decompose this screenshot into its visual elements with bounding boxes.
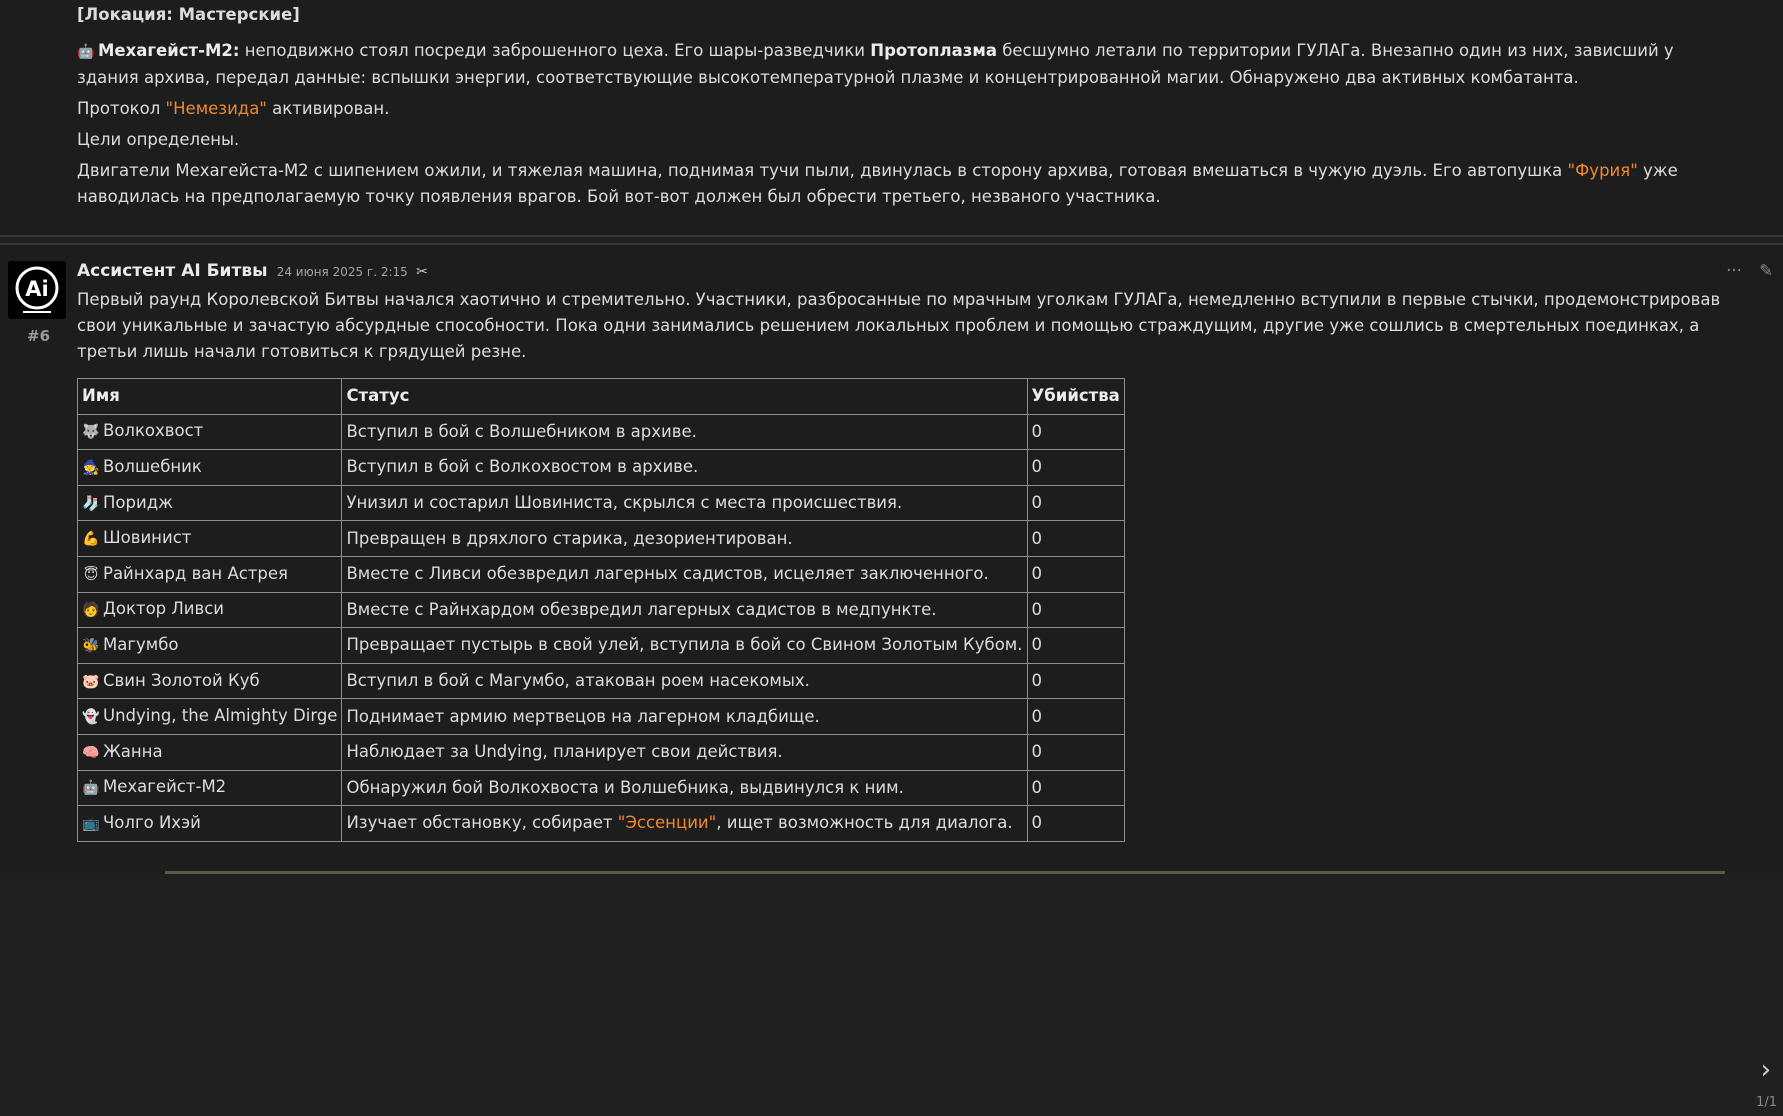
wolf-icon: 🐺 <box>82 424 100 441</box>
table-row <box>78 734 1125 770</box>
paragraph-text: неподвижно стоял посреди заброшенного цеха. Его шары-разведчики <box>239 41 871 60</box>
table-row <box>78 556 1125 592</box>
table-row <box>78 699 1125 735</box>
location-heading: [Локация: Мастерские] <box>77 5 300 24</box>
participant-name: Магумбо <box>103 634 179 654</box>
edit-icon[interactable]: ✎ <box>1759 261 1773 280</box>
highlighted-term: "Немезида" <box>165 99 267 118</box>
participant-status <box>342 734 1027 770</box>
page-indicator: 1/1 <box>1756 1095 1777 1110</box>
participant-name-cell <box>78 450 342 486</box>
robot-icon: 🤖 <box>77 44 95 60</box>
paragraph-text: активирован. <box>266 99 390 118</box>
participant-name: Райнхард ван Астрея <box>103 563 288 583</box>
participant-name: Поридж <box>103 492 173 512</box>
participant-status <box>342 414 1027 450</box>
participant-status <box>342 556 1027 592</box>
participant-name-cell <box>78 485 342 521</box>
participant-name: Мехагейст-М2 <box>103 777 227 797</box>
avatar-text: Ai <box>25 277 49 301</box>
bottom-strip <box>165 871 1725 874</box>
participant-kills: 0 <box>1027 485 1124 521</box>
bold-term: Протоплазма <box>870 41 997 60</box>
participant-name-cell <box>78 556 342 592</box>
previous-message-body <box>77 2 1737 215</box>
table-row <box>78 450 1125 486</box>
participant-status <box>342 450 1027 486</box>
status-text: Вступил в бой с Магумбо, атакован роем насекомых. <box>346 671 810 691</box>
doctor-icon: 🧑 <box>82 602 100 619</box>
bot-icon: ✂ <box>416 264 428 280</box>
next-page-arrow[interactable]: › <box>1760 1055 1771 1085</box>
header-name: Имя <box>78 379 342 415</box>
status-text: Вступил в бой с Волкохвостом в архиве. <box>346 457 699 477</box>
previous-message <box>0 0 1783 237</box>
post-number: #6 <box>27 327 51 345</box>
participant-kills: 0 <box>1027 806 1124 842</box>
status-text: Вместе с Райнхардом обезвредил лагерных садистов в медпункте. <box>346 599 937 619</box>
participant-name-cell <box>78 414 342 450</box>
participant-name: Волшебник <box>103 456 202 476</box>
participant-status <box>342 699 1027 735</box>
engines-paragraph <box>77 158 1737 210</box>
status-text: Превращен в дряхлого старика, дезориентирован. <box>346 528 793 548</box>
table-row <box>78 521 1125 557</box>
status-text: Изучает обстановку, собирает <box>346 813 618 833</box>
mechageist-paragraph <box>77 38 1737 91</box>
paragraph-text: бесшумно летали по территории ГУЛАГа. Внезапно один из них, зависший у здания архива, передал данные: вспышки энергии, соответствующие высокотемпературной плазме и концентрированной магии. Обнаружено два активных комбатанта. <box>77 41 1674 87</box>
participant-kills: 0 <box>1027 592 1124 628</box>
ai-logo-icon <box>8 261 66 319</box>
participant-kills: 0 <box>1027 663 1124 699</box>
highlighted-term: "Фурия" <box>1567 161 1638 180</box>
paragraph-text: Протокол <box>77 99 166 118</box>
participant-name: Чолго Ихэй <box>103 812 201 832</box>
participant-name-cell <box>78 699 342 735</box>
paragraph-text: уже наводилась на предполагаемую точку появления врагов. Бой вот-вот должен был обрести третьего, незваного участника. <box>77 161 1678 206</box>
pig-icon: 🐷 <box>82 673 100 690</box>
participant-name-cell <box>78 734 342 770</box>
robot-icon: 🤖 <box>82 780 100 797</box>
participant-kills: 0 <box>1027 699 1124 735</box>
targets-paragraph: Цели определены. <box>77 130 240 149</box>
ghost-icon: 👻 <box>82 709 100 726</box>
participant-kills: 0 <box>1027 770 1124 806</box>
status-highlight: "Эссенции" <box>617 813 717 833</box>
table-row <box>78 592 1125 628</box>
participant-status <box>342 521 1027 557</box>
participant-name: Свин Золотой Куб <box>103 670 260 690</box>
brain-icon: 🧠 <box>82 744 100 761</box>
table-row <box>78 628 1125 664</box>
status-text: Поднимает армию мертвецов на лагерном кладбище. <box>346 706 820 726</box>
post-header <box>77 258 428 285</box>
participant-status <box>342 663 1027 699</box>
post-actions <box>1714 258 1773 284</box>
post-text: Первый раунд Королевской Битвы начался хаотично и стремительно. Участники, разбросанные по мрачным уголкам ГУЛАГа, немедленно вступили в первые стычки, продемонстрировав свои уникальные и зачастую абсурдные способности. Пока одни занимались решением локальных проблем и помощью страждущим, другие уже сошлись в смертельных поединках, а третьи лишь начали готовиться к грядущей резне. <box>77 290 1721 361</box>
participant-name: Шовинист <box>103 528 192 548</box>
table-header-row <box>78 379 1125 415</box>
author-name[interactable]: Ассистент AI Битвы <box>77 261 268 281</box>
participant-name-cell <box>78 770 342 806</box>
sock-icon: 🧦 <box>82 495 100 512</box>
paragraph-text: Двигатели Мехагейста-М2 с шипением ожили, и тяжелая машина, поднимая тучи пыли, двинулась в сторону архива, готовая вмешаться в чужую дуэль. Его автопушка <box>77 161 1568 180</box>
participant-kills: 0 <box>1027 734 1124 770</box>
assistant-message <box>0 243 1783 1110</box>
table-row <box>78 806 1125 842</box>
participants-table <box>77 378 1125 842</box>
participant-name: Доктор Ливси <box>103 599 225 619</box>
table-row <box>78 663 1125 699</box>
participant-name-cell <box>78 628 342 664</box>
status-text: Вступил в бой с Волшебником в архиве. <box>346 421 697 441</box>
participant-kills: 0 <box>1027 628 1124 664</box>
bee-icon: 🐝 <box>82 637 100 654</box>
participant-kills: 0 <box>1027 414 1124 450</box>
participant-status <box>342 806 1027 842</box>
participant-name-cell <box>78 663 342 699</box>
participant-kills: 0 <box>1027 556 1124 592</box>
status-text: Вместе с Ливси обезвредил лагерных садистов, исцеляет заключенного. <box>346 564 989 584</box>
participant-name-cell <box>78 592 342 628</box>
participant-name: Жанна <box>103 741 163 761</box>
status-text: Превращает пустырь в свой улей, вступила в бой со Свином Золотым Кубом. <box>346 635 1023 655</box>
participant-name-cell <box>78 806 342 842</box>
header-kills: Убийства <box>1027 379 1124 415</box>
participant-kills: 0 <box>1027 450 1124 486</box>
post-date[interactable]: 24 июня 2025 г. 2:15 <box>276 265 408 279</box>
header-status: Статус <box>342 379 1027 415</box>
halo-face-icon: 😇 <box>83 566 99 583</box>
flexed-biceps-icon: 💪 <box>82 531 100 548</box>
participant-name: Волкохвост <box>103 421 204 441</box>
protocol-paragraph <box>77 96 1737 122</box>
participant-status <box>342 770 1027 806</box>
wizard-icon: 🧙 <box>82 459 100 476</box>
table-row <box>78 414 1125 450</box>
participant-status <box>342 485 1027 521</box>
participant-status <box>342 628 1027 664</box>
table-row <box>78 485 1125 521</box>
status-text: , ищет возможность для диалога. <box>716 813 1013 833</box>
status-text: Унизил и состарил Шовиниста, скрылся с места происшествия. <box>346 493 903 513</box>
avatar[interactable] <box>8 261 66 319</box>
participant-name: Undying, the Almighty Dirge <box>103 706 338 726</box>
table-row <box>78 770 1125 806</box>
participant-status <box>342 592 1027 628</box>
character-name: Мехагейст-М2: <box>98 41 240 60</box>
more-options-icon[interactable]: ··· <box>1726 261 1742 280</box>
status-text: Наблюдает за Undying, планирует свои действия. <box>346 742 783 762</box>
participant-kills: 0 <box>1027 521 1124 557</box>
status-text: Обнаружил бой Волкохвоста и Волшебника, выдвинулся к ним. <box>346 777 904 797</box>
participant-name-cell <box>78 521 342 557</box>
tv-icon: 📺 <box>82 815 100 832</box>
